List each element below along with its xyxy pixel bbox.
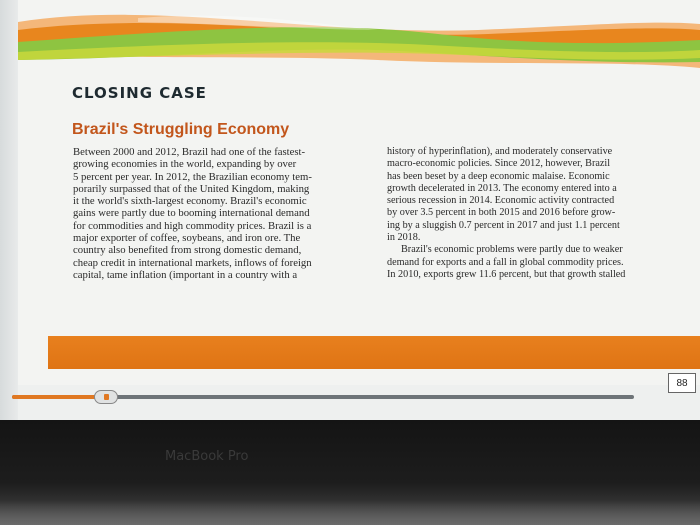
scrubber-progress <box>12 395 105 399</box>
text-line: cheap credit in international markets, inflows of foreign <box>73 256 312 269</box>
text-line: country also benefited from strong domestic demand, <box>73 244 302 257</box>
left-text-column <box>73 146 373 281</box>
closing-case-label: CLOSING CASE <box>72 84 207 102</box>
text-line: growing economies in the world, expanding by over <box>73 158 297 171</box>
text-line: history of hyperinflation), and moderately conservative <box>387 146 613 157</box>
text-line: demand for exports and a fall in global commodity prices. <box>387 256 624 268</box>
text-line: porarily surpassed that of the United Kingdom, making <box>73 182 310 195</box>
text-line: growth decelerated in 2013. The economy entered into a <box>387 182 617 194</box>
case-title: Brazil's Struggling Economy <box>72 121 290 138</box>
text-line: has been beset by a deep economic malaise. Economic <box>387 170 610 182</box>
text-line: Brazil's economic problems were partly due to weaker <box>401 244 623 256</box>
text-line: major exporter of coffee, soybeans, and iron ore. The <box>73 232 301 245</box>
device-brand-label: MacBook Pro <box>165 449 249 464</box>
text-line: In 2010, exports grew 11.6 percent, but that growth stalled <box>387 268 626 280</box>
text-line: ing by a sluggish 0.7 percent in 2017 and just 1.1 percent <box>387 219 620 231</box>
handle-grip-icon <box>104 394 109 400</box>
text-line: for commodities and high commodity prices. Brazil is a <box>73 219 312 232</box>
page-left-margin <box>0 0 18 420</box>
text-line: it the world's sixth-largest economy. Brazil's economic <box>73 195 307 208</box>
text-line: gains were partly due to booming international demand <box>73 207 310 220</box>
text-line: 5 percent per year. In 2012, the Brazilian economy tem- <box>73 170 312 183</box>
decorative-wave-banner <box>18 0 700 80</box>
text-line: macro-economic policies. Since 2012, however, Brazil <box>387 158 611 170</box>
text-line: Between 2000 and 2012, Brazil had one of the fastest- <box>73 146 306 158</box>
text-line: serious recession in 2014. Economic activity contracted <box>387 195 615 207</box>
page-scrubber[interactable] <box>0 384 640 412</box>
scrubber-handle[interactable] <box>94 390 118 404</box>
text-line: in 2018. <box>387 232 421 244</box>
text-line: by over 3.5 percent in both 2015 and 2016 before grow- <box>387 207 616 219</box>
page-number: 88 <box>668 373 696 393</box>
bezel-reflection <box>0 500 700 525</box>
right-text-column <box>387 146 667 281</box>
text-line: capital, tame inflation (important in a country with a <box>73 268 298 281</box>
orange-footer-bar <box>48 336 700 369</box>
